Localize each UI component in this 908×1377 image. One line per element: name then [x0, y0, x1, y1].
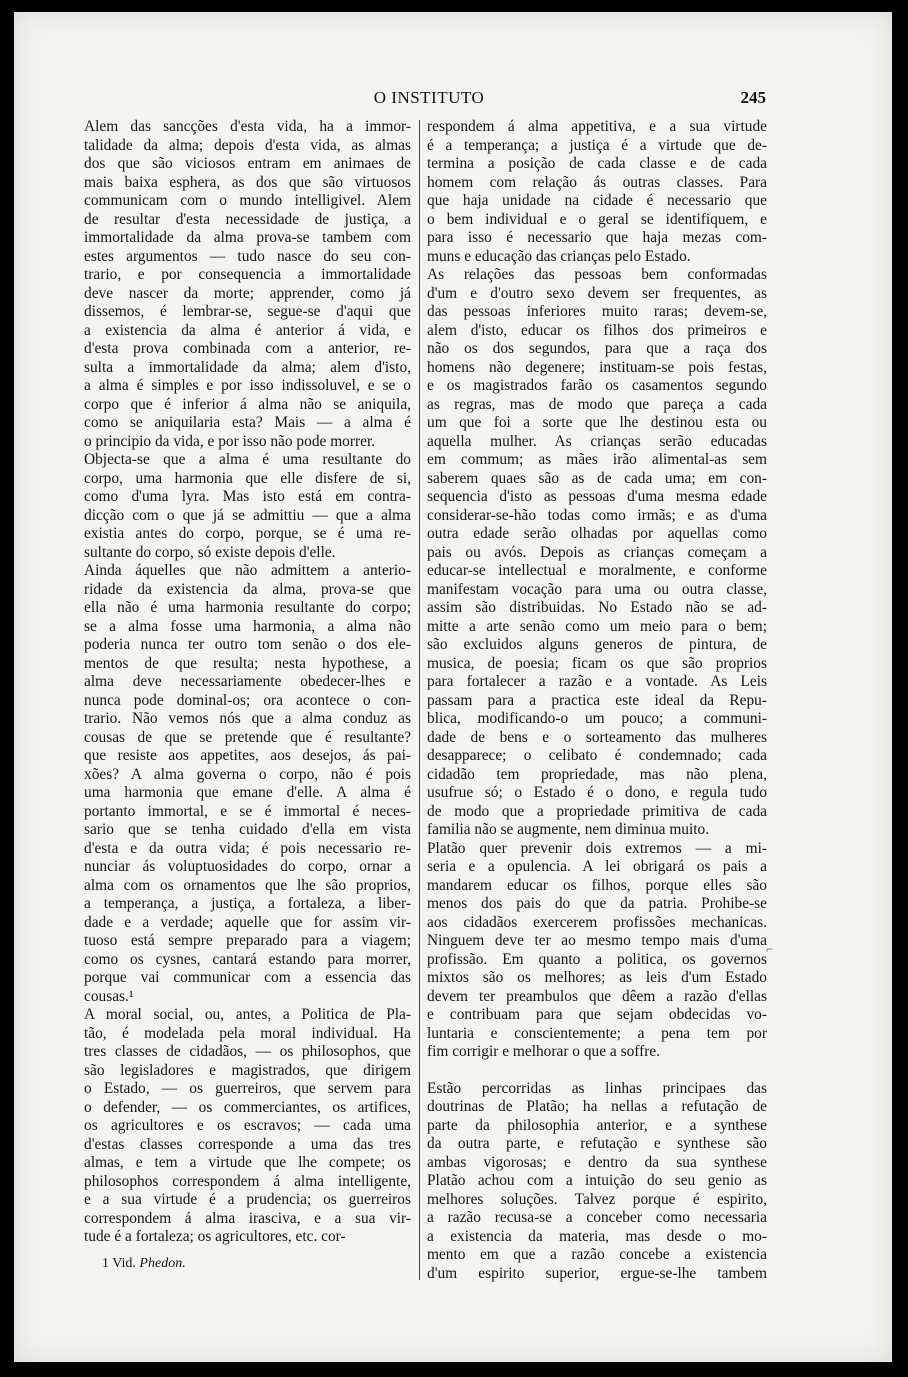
text-line: desapparece; o celibato é condemnado; cada	[427, 747, 767, 764]
text-line: d'estas classes corresponde a uma das tres	[84, 1135, 411, 1153]
text-line: Platão achou com a intuição do seu genio as	[427, 1172, 767, 1189]
text-line: tão, é modelada pela moral individual. Ha	[84, 1024, 411, 1042]
text-line: tres classes de cidadãos, — os philosophos, que	[84, 1043, 411, 1060]
right-column-paragraph-1	[427, 118, 767, 1062]
text-line: e os magistrados farão os casamentos segundo	[427, 377, 767, 394]
text-line: immortalidade da alma prova-se tambem com	[84, 229, 411, 246]
text-line: como os cysnes, cantará estando para morrer,	[84, 950, 411, 968]
text-line: como d'uma lyra. Mas isto está em contra-	[84, 488, 411, 505]
text-line: Alem das sancções d'esta vida, ha a immor-	[84, 118, 411, 135]
text-line: fim corrigir e melhorar o que a soffre.	[427, 1043, 661, 1060]
text-line: corpo que é inferior á alma não se aniquila,	[84, 395, 411, 413]
text-line: As relações das pessoas bem conformadas	[427, 266, 767, 283]
text-line: e a sua virtude é a prudencia; os guerreiros	[84, 1191, 411, 1208]
text-line: o defender, — os commerciantes, os artifices,	[84, 1098, 411, 1116]
text-line: pais ou avós. Depois as crianças começam a	[427, 543, 767, 561]
text-line: educar-se intellectual e moralmente, e conforme	[427, 562, 767, 579]
text-line: seria e a opulencia. A lei obrigará os pais a	[427, 858, 767, 875]
text-line: para fortalecer a razão e a vontade. As Leis	[427, 673, 767, 690]
column-divider	[419, 120, 420, 1280]
text-line: porque vai communicar com a essencia das	[84, 969, 411, 986]
text-line: poderia nunca ter outro tom senão o dos ele-	[84, 636, 411, 653]
text-line: cidadão tem propriedade, mas não plena,	[427, 765, 767, 783]
text-line: são legisladores e magistrados, que dirigem	[84, 1061, 411, 1079]
text-line: é a temperança; a justiça é a virtude que de-	[427, 136, 767, 154]
text-line: a temperança, a justiça, a fortaleza, a liber-	[84, 895, 411, 912]
text-line: saberem quaes são as de cada uma; em con-	[427, 469, 767, 487]
text-line: almas, e tem a virtude que lhe compete; os	[84, 1154, 411, 1171]
text-line: não os dos segundos, para que a raça dos	[427, 340, 767, 357]
text-line: o Estado, — os guerreiros, que servem para	[84, 1080, 411, 1097]
text-line: tude é a fortaleza; os agricultores, etc. cor-	[84, 1228, 346, 1245]
footnote-marker: 1	[102, 1256, 109, 1271]
footnote-text: Vid.	[112, 1256, 136, 1271]
text-line: nunciar ás voluptuosidades do corpo, ornar a	[84, 858, 411, 875]
text-line: A moral social, ou, antes, a Politica de Pla-	[84, 1006, 411, 1023]
right-column	[427, 118, 767, 1283]
text-line: corpo, uma harmonia que elle disfere de si,	[84, 469, 411, 487]
text-line: um que foi a sorte que lhe destinou esta ou	[427, 414, 767, 431]
text-line: a alma é simples e por isso indissoluvel, e se o	[84, 377, 411, 394]
text-line: que haja unidade na cidade é necessario que	[427, 192, 767, 209]
text-line: ridade da existencia da alma, prova-se que	[84, 580, 411, 598]
text-line: trario, e por consequencia a immortalidade	[84, 266, 411, 283]
text-line: Estão percorridas as linhas principaes das	[427, 1079, 767, 1097]
text-line: correspondem á alma irasciva, e a sua vir-	[84, 1209, 411, 1227]
text-line: dicção com o que já se admittiu — que a alma	[84, 506, 411, 524]
text-line: sulta a immortalidade da alma; alem d'isto,	[84, 358, 411, 376]
text-line: dade de bens e o sorteamento das mulheres	[427, 728, 767, 746]
text-line: trario. Não vemos nós que a alma conduz as	[84, 710, 411, 727]
text-line: homens não degenere; instituam-se pois festas,	[427, 358, 767, 376]
text-line: doutrinas de Platão; ha nellas a refutação de	[427, 1098, 767, 1115]
text-line: familia não se augmente, nem diminua muito.	[427, 821, 710, 838]
text-line: respondem á alma appetitiva, e a sua virtude	[427, 118, 767, 135]
page-header	[14, 88, 892, 112]
text-line: muns e educação das crianças pelo Estado.	[427, 247, 691, 265]
text-line: xões? A alma governa o corpo, não é pois	[84, 765, 411, 783]
text-line: mandarem educar os filhos, porque elles são	[427, 876, 767, 894]
text-line: mentos de que resulta; nesta hypothese, a	[84, 654, 411, 672]
text-line: das pessoas inferiores muito raras; devem-se,	[427, 303, 767, 320]
paragraph-gap	[427, 1062, 767, 1080]
text-line: são excluidos alguns generos de pintura, de	[427, 636, 767, 653]
text-line: sultante do corpo, só existe depois d'elle.	[84, 543, 336, 561]
text-line: blica, modificando-o um pouco; a communi-	[427, 710, 767, 727]
text-line: parte da philosophia anterior, e a synthese	[427, 1116, 767, 1134]
text-line: em commum; as mães irão alimental-as sem	[427, 451, 767, 468]
text-line: menos dos pais do que da patria. Prohibe-se	[427, 895, 767, 912]
text-line: talidade da alma; depois d'esta vida, as almas	[84, 136, 411, 154]
text-line: de resultar d'esta necessidade de justiça, a	[84, 210, 411, 228]
text-line: nunca pode dominal-os; ora acontece o con-	[84, 691, 411, 709]
text-line: Ninguem deve ter ao mesmo tempo mais d'uma	[427, 932, 767, 949]
text-line: sequencia d'isto as pessoas d'uma mesma edade	[427, 488, 767, 505]
text-line: da outra parte, e refutação e synthese são	[427, 1135, 767, 1152]
text-line: existia antes do corpo, porque, se é uma re-	[84, 525, 411, 542]
text-line: se a alma fosse uma harmonia, a alma não	[84, 617, 411, 635]
text-line: communicam com o mundo intelligivel. Alem	[84, 192, 411, 209]
text-line: sario que se tenha cuidado d'ella em vista	[84, 821, 411, 838]
text-line: a existencia da alma é anterior á vida, e	[84, 321, 411, 339]
text-line: uma harmonia que emane d'elle. A alma é	[84, 784, 411, 801]
text-line: para isso é necessario que haja mezas com-	[427, 229, 767, 246]
text-line: portanto immortal, e se é immortal é neces-	[84, 802, 411, 820]
text-line: alma deve necessariamente obedecer-lhes e	[84, 673, 411, 690]
text-line: cousas.¹	[84, 987, 134, 1005]
text-line: aquella mulher. As crianças serão educadas	[427, 432, 767, 450]
text-line: de modo que a propriedade primitiva de cada	[427, 802, 767, 820]
text-line: estes argumentos — tudo nasce do seu con-	[84, 247, 411, 265]
text-line: e contribuam para que sejam obdecidas vo-	[427, 1006, 767, 1023]
text-line: Objecta-se que a alma é uma resultante do	[84, 451, 411, 468]
text-line: deve nascer da morte; apprender, como já	[84, 284, 411, 302]
text-line: considerar-se-hão todas como irmãs; e as d'uma	[427, 506, 767, 524]
text-line: assim são distribuidas. No Estado não se ad-	[427, 599, 767, 616]
text-line: luntaria e conscientemente; a pena tem por	[427, 1024, 767, 1042]
text-line: os agricultores e os escravos; — cada uma	[84, 1117, 411, 1134]
left-column	[84, 118, 411, 1247]
text-line: tuoso está sempre preparado para a viagem;	[84, 932, 411, 949]
text-line: d'um e d'outro sexo devem ser frequentes, as	[427, 284, 767, 302]
text-line: que resiste aos appetites, aos desejos, ás pai-	[84, 747, 411, 764]
text-line: d'esta prova combinada com a anterior, re-	[84, 340, 411, 357]
text-line: outra edade serão olhadas por aquellas como	[427, 525, 767, 542]
text-line: como se aniquilaria esta? Mais — a alma é	[84, 414, 411, 431]
text-line: Platão quer prevenir dois extremos — a mi-	[427, 839, 767, 857]
text-line: passam para a practica este ideal da Repu-	[427, 691, 767, 709]
text-line: mento em que a razão concebe a existencia	[427, 1246, 767, 1263]
running-title: O INSTITUTO	[373, 88, 485, 107]
text-line: Ainda áquelles que não admittem a anterio-	[84, 562, 411, 579]
text-line: o bem individual e o geral se identifiquem, e	[427, 210, 767, 228]
text-line: mais baixa esphera, as dos que são virtuosos	[84, 173, 411, 191]
text-line: profissão. Em quanto a politica, os governos	[427, 950, 767, 968]
book-page	[14, 12, 892, 1362]
text-line: mixtos são os melhores; as leis d'um Estado	[427, 969, 767, 986]
margin-mark: ⌐	[766, 942, 774, 956]
text-line: ambas vigorosas; e dentro da sua synthese	[427, 1153, 767, 1171]
text-line: dade e a verdade; aquelle que for assim vir-	[84, 913, 411, 931]
text-line: homem com relação ás outras classes. Para	[427, 173, 767, 191]
right-column-paragraph-2	[427, 1080, 767, 1284]
text-line: a razão recusa-se a conceber como necessaria	[427, 1209, 767, 1226]
text-line: alma com os ornamentos que lhe são proprios,	[84, 876, 411, 894]
text-line: dissemos, é lembrar-se, segue-se d'aqui que	[84, 303, 411, 320]
text-line: manifestam vocação para uma ou outra classe,	[427, 580, 767, 598]
text-line: o principio da vida, e por isso não pode morrer.	[84, 432, 376, 450]
text-line: devem ter preambulos que dêem a razão d'ellas	[427, 987, 767, 1005]
text-line: aos cidadãos exercerem profissões mechanicas.	[427, 913, 767, 931]
text-line: d'esta e da outra vida; é pois necessario re-	[84, 839, 411, 857]
text-line: cousas de que se pretende que é resultante?	[84, 728, 411, 746]
footnote	[102, 1256, 186, 1272]
footnote-work-title: Phedon.	[139, 1256, 186, 1271]
text-line: philosophos correspondem á alma intelligente,	[84, 1172, 411, 1190]
text-line: usufrue só; o Estado é o dono, e regula tudo	[427, 784, 767, 801]
text-line: alem d'isto, educar os filhos dos primeiros e	[427, 321, 767, 339]
text-line: d'um espirito superior, ergue-se-lhe tambem	[427, 1264, 767, 1282]
text-line: musica, de poesia; ficam os que são proprios	[427, 654, 767, 672]
text-line: melhores soluções. Talvez porque é espirito,	[427, 1190, 767, 1208]
page-number: 245	[740, 88, 766, 107]
text-line: termina a posição de cada classe e de cada	[427, 155, 767, 172]
text-line: as regras, mas de modo que pareça a cada	[427, 395, 767, 413]
text-line: dos que são viciosos entram em animaes de	[84, 155, 411, 172]
text-line: mitte a arte senão como um meio para o bem;	[427, 617, 767, 635]
text-line: ella não é uma harmonia resultante do corpo;	[84, 599, 411, 616]
text-line: a existencia da materia, mas desde o mo-	[427, 1227, 767, 1245]
